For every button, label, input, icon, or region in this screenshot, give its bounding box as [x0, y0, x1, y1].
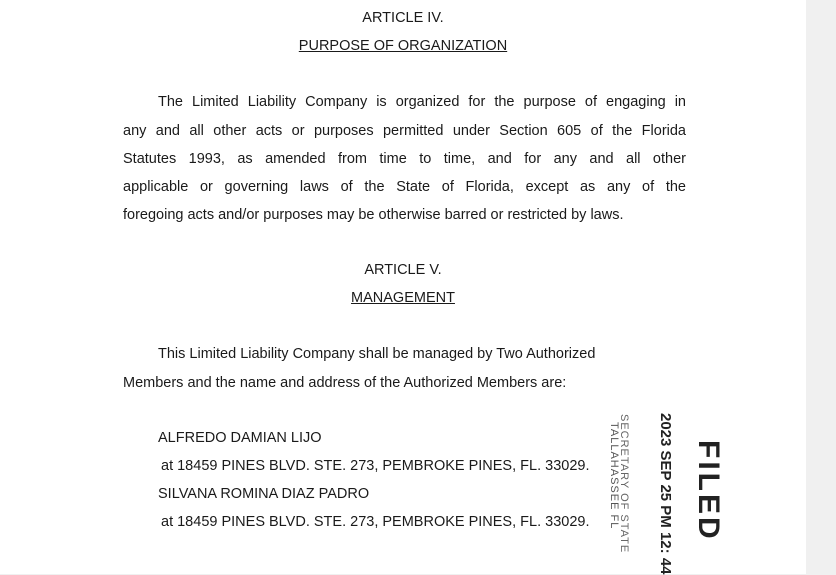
article-4-line: applicable or governing laws of the State of Florida, except as any of the: [123, 179, 686, 195]
member-name: SILVANA ROMINA DIAZ PADRO: [158, 486, 370, 502]
member-name: ALFREDO DAMIAN LIJO: [158, 430, 322, 446]
article-4-line: any and all other acts or purposes permitted under Section 605 of the Florida: [123, 123, 686, 139]
article-4-line: Statutes 1993, as amended from time to time, and for any and all other: [123, 151, 686, 167]
tallahassee-stamp: TALLAHASSEE FL: [608, 422, 620, 530]
secretary-of-state-stamp: SECRETARY OF STATE: [618, 414, 630, 554]
article-4-line: foregoing acts and/or purposes may be otherwise barred or restricted by laws.: [123, 207, 624, 223]
article-4-heading: ARTICLE IV.: [362, 10, 444, 26]
filed-stamp: FILED: [692, 440, 725, 542]
article-4-line: The Limited Liability Company is organized for the purpose of engaging in: [158, 94, 686, 110]
member-address: at 18459 PINES BLVD. STE. 273, PEMBROKE PINES, FL. 33029.: [161, 514, 590, 530]
member-address: at 18459 PINES BLVD. STE. 273, PEMBROKE PINES, FL. 33029.: [161, 458, 590, 474]
article-5-title: MANAGEMENT: [351, 290, 455, 306]
article-4-title: PURPOSE OF ORGANIZATION: [298, 38, 508, 54]
article-5-line: This Limited Liability Company shall be managed by Two Authorized: [158, 346, 596, 362]
article-5-line: Members and the name and address of the Authorized Members are:: [123, 375, 567, 391]
filed-datetime: 2023 SEP 25 PM 12: 44: [657, 413, 674, 575]
article-5-heading: ARTICLE V.: [364, 262, 442, 278]
